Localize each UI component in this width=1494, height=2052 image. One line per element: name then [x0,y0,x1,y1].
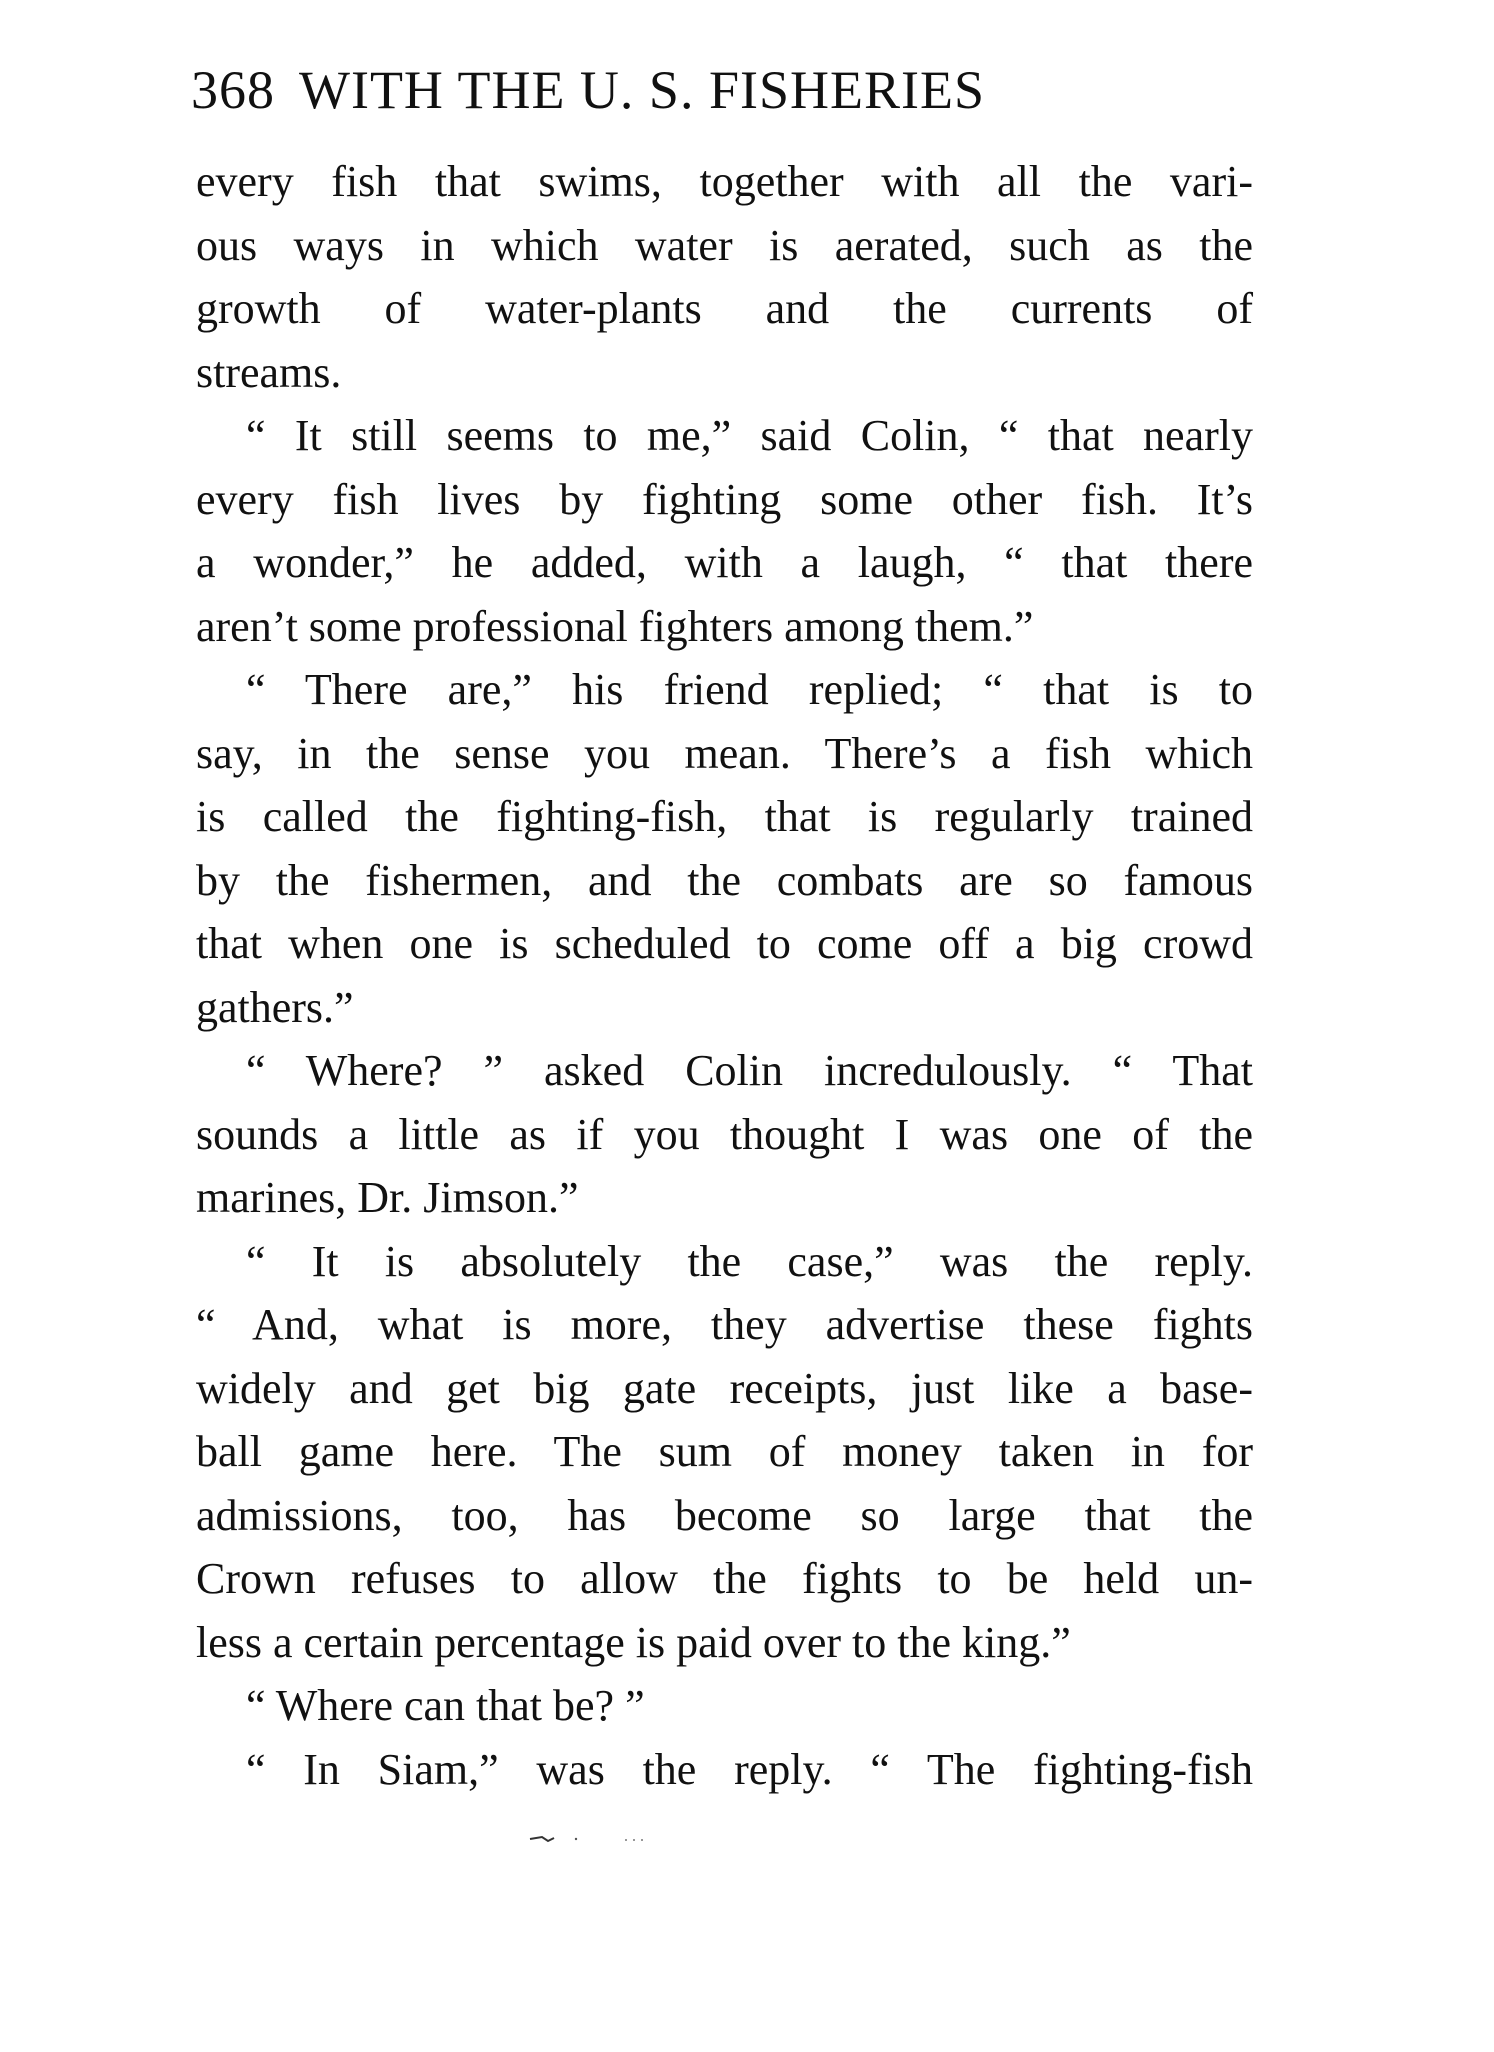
text-line: aren’t some professional fighters among them.” [196,601,1034,651]
text-line: ous ways in which water is aerated, such as the [196,220,1253,270]
text-line: every fish lives by fighting some other fish. It’s [196,474,1253,524]
text-line: a wonder,” he added, with a laugh, “ that there [196,538,1253,587]
text-line: Crown refuses to allow the fights to be held un- [196,1554,1253,1603]
text-line: every fish that swims, together with all the vari- [196,157,1253,206]
ink-smudge [528,1833,658,1845]
text-line: by the fishermen, and the combats are so famous [196,855,1253,905]
running-header [191,58,985,122]
text-line: “ It still seems to me,” said Colin, “ that nearly [246,411,1253,460]
text-line: “ Where can that be? ” [246,1681,645,1730]
text-line: marines, Dr. Jimson.” [196,1173,579,1222]
text-line: “ And, what is more, they advertise these fights [196,1300,1253,1349]
text-line: admissions, too, has become so large that the [196,1490,1253,1540]
text-line: growth of water-plants and the currents of [196,284,1253,333]
text-line: widely and get big gate receipts, just like a base- [196,1363,1253,1413]
text-line: “ Where? ” asked Colin incredulously. “ That [246,1046,1253,1095]
text-line: streams. [196,347,342,397]
text-line: that when one is scheduled to come off a big crowd [196,919,1253,968]
text-line: sounds a little as if you thought I was one of the [196,1109,1253,1159]
text-line: “ In Siam,” was the reply. “ The fighting-fish [246,1744,1253,1794]
text-line: “ It is absolutely the case,” was the reply. [246,1236,1253,1286]
text-line: is called the fighting-fish, that is regularly trained [196,792,1253,841]
page-number: 368 [191,60,275,120]
text-line: say, in the sense you mean. There’s a fish which [196,728,1253,778]
text-line: less a certain percentage is paid over to the king.” [196,1617,1071,1667]
text-line: ball game here. The sum of money taken in for [196,1427,1253,1476]
text-line: “ There are,” his friend replied; “ that is to [246,665,1253,714]
text-line: gathers.” [196,982,354,1032]
body-text [196,150,1253,1801]
running-title: WITH THE U. S. FISHERIES [299,60,986,120]
